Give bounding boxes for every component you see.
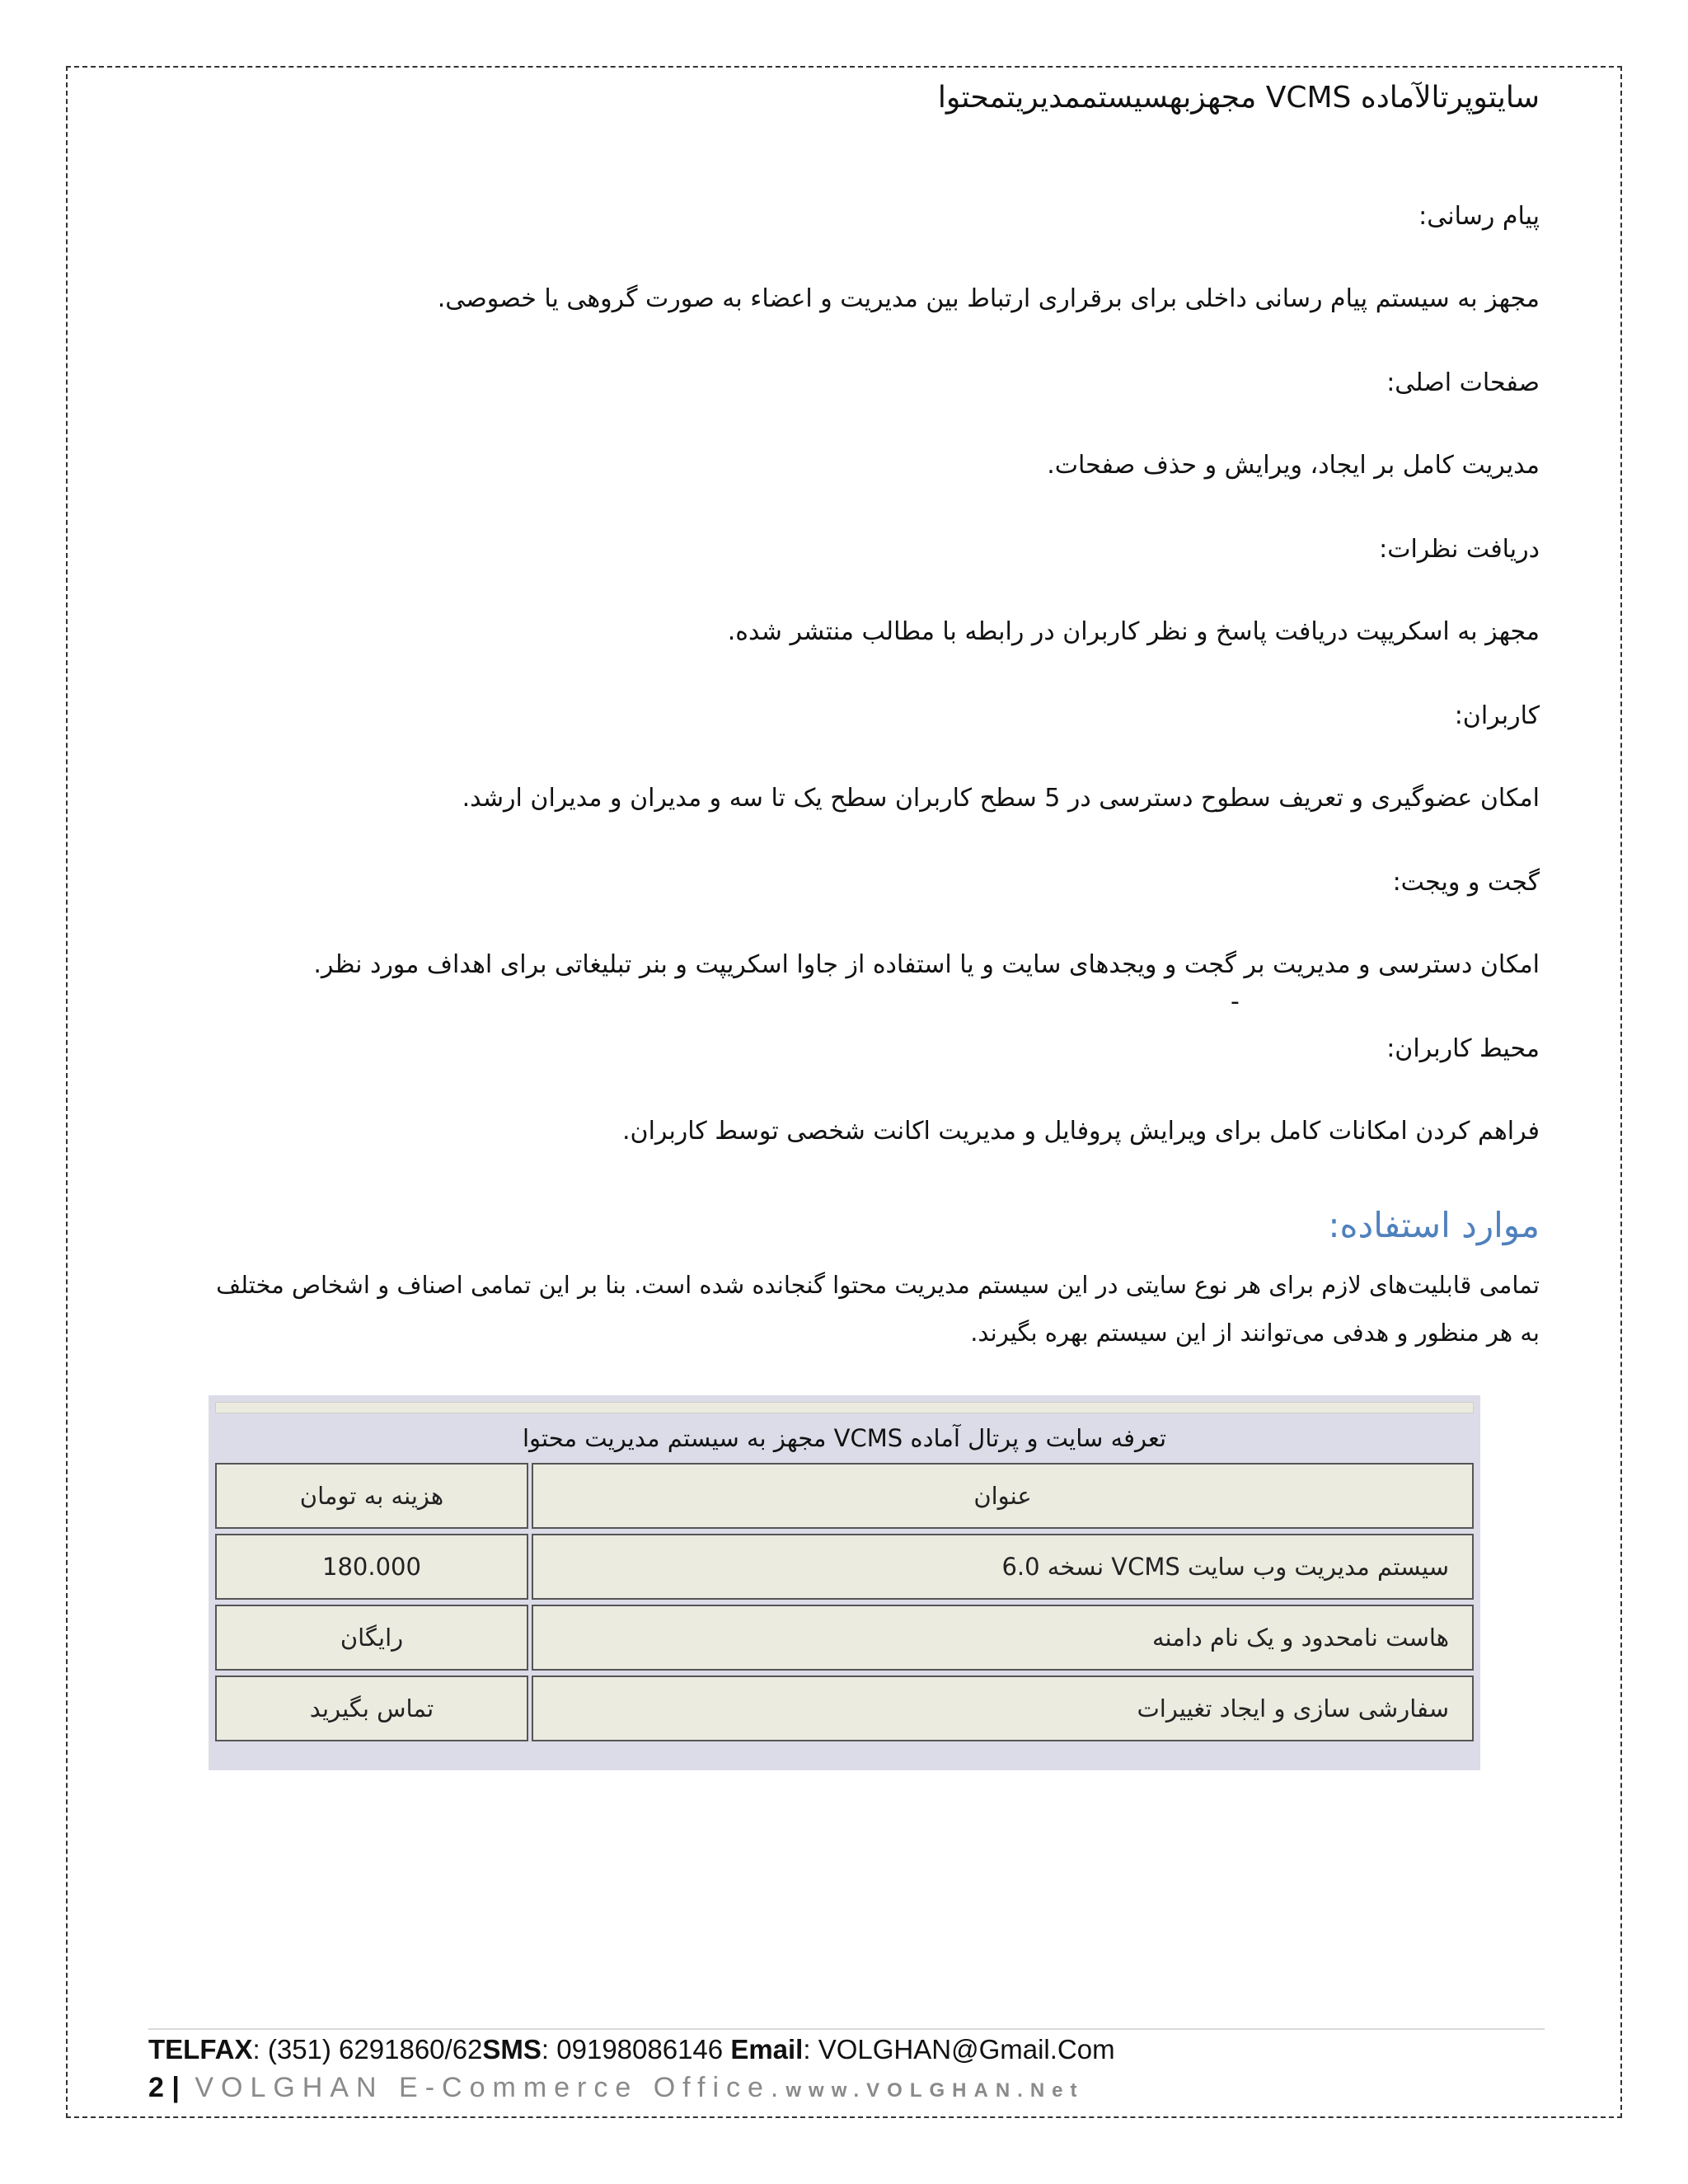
feature-heading-messaging: پیام رسانی:	[1418, 202, 1540, 231]
table-top-strip	[215, 1402, 1474, 1413]
table-header-price: هزینه به تومان	[215, 1463, 528, 1529]
footer-divider	[148, 2028, 1545, 2030]
footer-website: www.VOLGHAN.Net	[785, 2079, 1085, 2102]
table-cell-title: هاست نامحدود و یک نام دامنه	[532, 1605, 1474, 1671]
page-header-title: سایتوپرتالآماده VCMS مجهزبهسیستممدیریتمحتوا	[937, 81, 1540, 115]
table-caption: تعرفه سایت و پرتال آماده VCMS مجهز به سیستم مدیریت محتوا	[522, 1424, 1167, 1452]
usage-line-2: به هر منظور و هدفی می‌توانند از این سیستم بهره بگیرند.	[970, 1319, 1540, 1347]
footer-sms-value: : 09198086146	[541, 2034, 731, 2064]
footer-brand: VOLGHAN E-Commerce Office.	[179, 2072, 786, 2103]
footer-telfax-value: : (351) 6291860/62	[252, 2034, 483, 2064]
feature-text-messaging: مجهز به سیستم پیام رسانی داخلی برای برقراری ارتباط بین مدیریت و اعضاء به صورت گروهی یا خصوصی.	[437, 284, 1540, 313]
stray-dash-mark: -	[1231, 987, 1240, 1016]
table-cell-price: رایگان	[215, 1605, 528, 1671]
feature-heading-widgets: گجت و ویجت:	[1392, 868, 1540, 897]
feature-heading-user-area: محیط کاربران:	[1386, 1034, 1540, 1063]
table-cell-price: 180.000	[215, 1534, 528, 1600]
table-cell-title: سفارشی سازی و ایجاد تغییرات	[532, 1675, 1474, 1741]
feature-text-user-area: فراهم کردن امکانات کامل برای ویرایش پروفایل و مدیریت اکانت شخصی توسط کاربران.	[622, 1117, 1540, 1146]
table-row	[215, 1675, 1474, 1741]
feature-text-widgets: امکان دسترسی و مدیریت بر گجت و ویجدهای سایت و یا استفاده از جاوا اسکریپت و بنر تبلیغاتی برای اهداف مورد نظر.	[313, 950, 1540, 979]
table-header-title: عنوان	[532, 1463, 1474, 1529]
usage-section-heading: موارد استفاده:	[1328, 1205, 1540, 1245]
footer-contact-line	[148, 2034, 1115, 2065]
pricing-table	[209, 1395, 1480, 1770]
feature-heading-comments: دریافت نظرات:	[1379, 535, 1540, 564]
footer-brand-line	[148, 2072, 1085, 2104]
footer-sms-label: SMS	[482, 2034, 542, 2064]
footer-telfax-label: TELFAX	[148, 2034, 253, 2064]
table-row	[215, 1534, 1474, 1600]
footer-email-value: : VOLGHAN@Gmail.Com	[803, 2034, 1115, 2064]
usage-paragraph	[148, 1261, 1540, 1357]
feature-heading-users: کاربران:	[1454, 701, 1540, 730]
feature-text-users: امکان عضوگیری و تعریف سطوح دسترسی در 5 سطح کاربران سطح یک تا سه و مدیران و مدیران ارشد.	[462, 784, 1540, 813]
usage-line-1: تمامی قابلیت‌های لازم برای هر نوع سایتی در این سیستم مدیریت محتوا گنجانده شده است. بنا بر این تمامی اصناف و اشخاص مختلف	[216, 1271, 1540, 1299]
feature-text-comments: مجهز به اسکریپت دریافت پاسخ و نظر کاربران در رابطه با مطالب منتشر شده.	[727, 617, 1540, 646]
page-number: 2 |	[148, 2072, 180, 2103]
feature-text-pages: مدیریت کامل بر ایجاد، ویرایش و حذف صفحات.	[1047, 451, 1540, 480]
footer-email-label: Email	[730, 2034, 804, 2064]
table-cell-title: سیستم مدیریت وب سایت VCMS نسخه 6.0	[532, 1534, 1474, 1600]
feature-heading-pages: صفحات اصلی:	[1386, 368, 1540, 397]
table-cell-price: تماس بگیرید	[215, 1675, 528, 1741]
table-row	[215, 1605, 1474, 1671]
table-header-row	[215, 1463, 1474, 1529]
